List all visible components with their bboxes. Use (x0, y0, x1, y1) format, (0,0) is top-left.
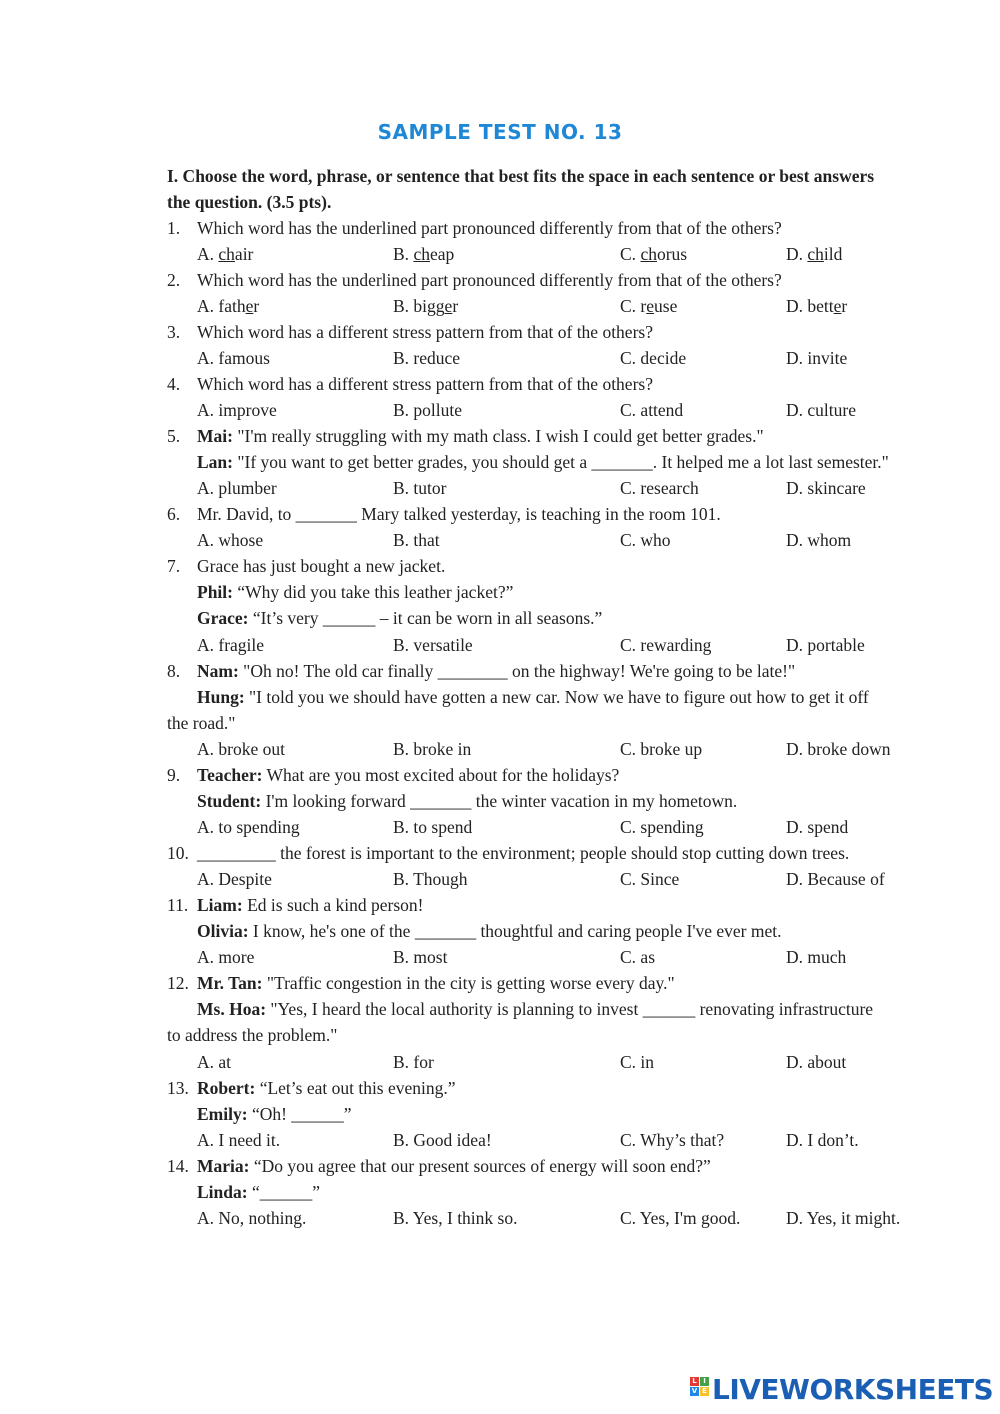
option-a[interactable]: A. No, nothing. (197, 1208, 307, 1228)
speaker: Lan: (197, 452, 233, 472)
question-number: 6. (167, 504, 181, 524)
speaker: Phil: (197, 582, 233, 602)
speaker: Linda: (197, 1182, 248, 1202)
option-c[interactable]: C. spending (620, 817, 704, 837)
option-c[interactable]: C. Why’s that? (620, 1130, 725, 1150)
logo-letter: E (700, 1387, 709, 1396)
option-d[interactable]: D. skincare (786, 478, 866, 498)
option-a[interactable]: A. improve (197, 400, 277, 420)
option-c[interactable]: C. attend (620, 400, 684, 420)
dialogue-line: Maria: “Do you agree that our present sources of energy will soon end?” (197, 1156, 711, 1176)
speaker: Teacher: (197, 765, 263, 785)
question-text: _________ the forest is important to the environment; people should stop cutting down trees. (197, 843, 850, 863)
option-c[interactable]: C. rewarding (620, 635, 712, 655)
option-a[interactable]: A. to spending (197, 817, 300, 837)
option-b[interactable]: B. versatile (393, 635, 473, 655)
question-text: Which word has the underlined part pronounced differently from that of the others? (197, 270, 782, 290)
option-c[interactable]: C. decide (620, 348, 687, 368)
speaker: Mai: (197, 426, 233, 446)
option-a[interactable]: A. famous (197, 348, 270, 368)
option-c[interactable]: C. as (620, 947, 655, 967)
section-instruction-line-1: I. Choose the word, phrase, or sentence that best fits the space in each sentence or best answers (167, 166, 875, 186)
option-b[interactable]: B. to spend (393, 817, 473, 837)
option-a[interactable]: A. more (197, 947, 255, 967)
dialogue-line: Hung: "I told you we should have gotten a new car. Now we have to figure out how to get it off (197, 687, 869, 707)
speaker: Olivia: (197, 921, 249, 941)
logo-letter: I (700, 1377, 709, 1386)
option-b[interactable]: B. pollute (393, 400, 463, 420)
question-number: 11. (167, 895, 189, 915)
question-number: 14. (167, 1156, 189, 1176)
option-a[interactable]: A. father (197, 296, 260, 316)
section-instruction-line-2: the question. (3.5 pts). (167, 192, 332, 212)
dialogue-line: Grace: “It’s very ______ – it can be worn in all seasons.” (197, 608, 603, 628)
dialogue-line: Nam: "Oh no! The old car finally ________ on the highway! We're going to be late!" (197, 661, 796, 681)
question-number: 7. (167, 556, 181, 576)
dialogue-line: Emily: “Oh! ______” (197, 1104, 352, 1124)
dialogue-line: Liam: Ed is such a kind person! (197, 895, 424, 915)
option-c[interactable]: C. broke up (620, 739, 703, 759)
option-d[interactable]: D. child (786, 244, 843, 264)
option-d[interactable]: D. better (786, 296, 848, 316)
option-b[interactable]: B. for (393, 1052, 434, 1072)
question-number: 1. (167, 218, 181, 238)
option-d[interactable]: D. Because of (786, 869, 885, 889)
question-number: 4. (167, 374, 181, 394)
option-c[interactable]: C. in (620, 1052, 655, 1072)
question-text: Grace has just bought a new jacket. (197, 556, 446, 576)
option-a[interactable]: A. I need it. (197, 1130, 281, 1150)
option-b[interactable]: B. tutor (393, 478, 447, 498)
question-number: 9. (167, 765, 181, 785)
speaker: Student: (197, 791, 262, 811)
option-a[interactable]: A. plumber (197, 478, 277, 498)
option-d[interactable]: D. much (786, 947, 847, 967)
dialogue-line: Linda: “______” (197, 1182, 320, 1202)
option-a[interactable]: A. Despite (197, 869, 272, 889)
speaker: Robert: (197, 1078, 256, 1098)
option-b[interactable]: B. bigger (393, 296, 459, 316)
option-b[interactable]: B. Yes, I think so. (393, 1208, 518, 1228)
option-c[interactable]: C. who (620, 530, 671, 550)
dialogue-line: Olivia: I know, he's one of the _______ thoughtful and caring people I've ever met. (197, 921, 782, 941)
question-text: Which word has a different stress pattern from that of the others? (197, 374, 653, 394)
page-title: SAMPLE TEST NO. 13 (377, 120, 623, 144)
dialogue-line: Mr. Tan: "Traffic congestion in the city is getting worse every day." (197, 973, 675, 993)
dialogue-line: Teacher: What are you most excited about for the holidays? (197, 765, 620, 785)
option-d[interactable]: D. broke down (786, 739, 891, 759)
question-text: Which word has a different stress pattern from that of the others? (197, 322, 653, 342)
option-a[interactable]: A. broke out (197, 739, 285, 759)
speaker: Emily: (197, 1104, 248, 1124)
option-d[interactable]: D. culture (786, 400, 856, 420)
liveworksheets-logo-icon (690, 1377, 710, 1403)
option-d[interactable]: D. spend (786, 817, 849, 837)
speaker: Grace: (197, 608, 249, 628)
dialogue-line: Phil: “Why did you take this leather jacket?” (197, 582, 514, 602)
option-b[interactable]: B. that (393, 530, 440, 550)
option-d[interactable]: D. invite (786, 348, 848, 368)
option-b[interactable]: B. cheap (393, 244, 455, 264)
question-number: 2. (167, 270, 181, 290)
question-number: 10. (167, 843, 189, 863)
speaker: Ms. Hoa: (197, 999, 267, 1019)
speaker: Hung: (197, 687, 245, 707)
logo-letter: L (690, 1377, 699, 1386)
dialogue-line: Student: I'm looking forward _______ the winter vacation in my hometown. (197, 791, 738, 811)
option-a[interactable]: A. whose (197, 530, 264, 550)
dialogue-line: Ms. Hoa: "Yes, I heard the local authority is planning to invest ______ renovating infrastructure (197, 999, 874, 1019)
speaker: Mr. Tan: (197, 973, 263, 993)
option-b[interactable]: B. broke in (393, 739, 472, 759)
option-b[interactable]: B. reduce (393, 348, 461, 368)
option-c[interactable]: C. chorus (620, 244, 688, 264)
option-d[interactable]: D. whom (786, 530, 852, 550)
option-a[interactable]: A. at (197, 1052, 232, 1072)
liveworksheets-brand: LIVEWORKSHEETS (712, 1373, 994, 1406)
question-number: 3. (167, 322, 181, 342)
speaker: Nam: (197, 661, 239, 681)
question-text: Which word has the underlined part pronounced differently from that of the others? (197, 218, 782, 238)
question-text: Mr. David, to _______ Mary talked yesterday, is teaching in the room 101. (197, 504, 721, 524)
liveworksheets-logo (690, 1373, 994, 1407)
option-d[interactable]: D. I don’t. (786, 1130, 859, 1150)
speaker: Maria: (197, 1156, 250, 1176)
dialogue-continuation: the road." (167, 713, 236, 733)
logo-letter: V (691, 1387, 698, 1395)
option-a[interactable]: A. chair (197, 244, 254, 264)
option-c[interactable]: C. research (620, 478, 699, 498)
question-number: 12. (167, 973, 189, 993)
dialogue-line: Mai: "I'm really struggling with my math class. I wish I could get better grades." (197, 426, 764, 446)
option-c[interactable]: C. Since (620, 869, 680, 889)
question-number: 13. (167, 1078, 189, 1098)
dialogue-line: Robert: “Let’s eat out this evening.” (197, 1078, 456, 1098)
question-number: 8. (167, 661, 181, 681)
speaker: Liam: (197, 895, 243, 915)
option-b[interactable]: B. most (393, 947, 448, 967)
question-number: 5. (167, 426, 181, 446)
option-a[interactable]: A. fragile (197, 635, 265, 655)
option-c[interactable]: C. reuse (620, 296, 678, 316)
option-b[interactable]: B. Though (393, 869, 468, 889)
option-d[interactable]: D. about (786, 1052, 847, 1072)
option-d[interactable]: D. Yes, it might. (786, 1208, 901, 1228)
option-d[interactable]: D. portable (786, 635, 865, 655)
dialogue-continuation: to address the problem." (167, 1025, 338, 1045)
dialogue-line: Lan: "If you want to get better grades, you should get a _______. It helped me a lot last semester." (197, 452, 889, 472)
option-c[interactable]: C. Yes, I'm good. (620, 1208, 741, 1228)
option-b[interactable]: B. Good idea! (393, 1130, 492, 1150)
